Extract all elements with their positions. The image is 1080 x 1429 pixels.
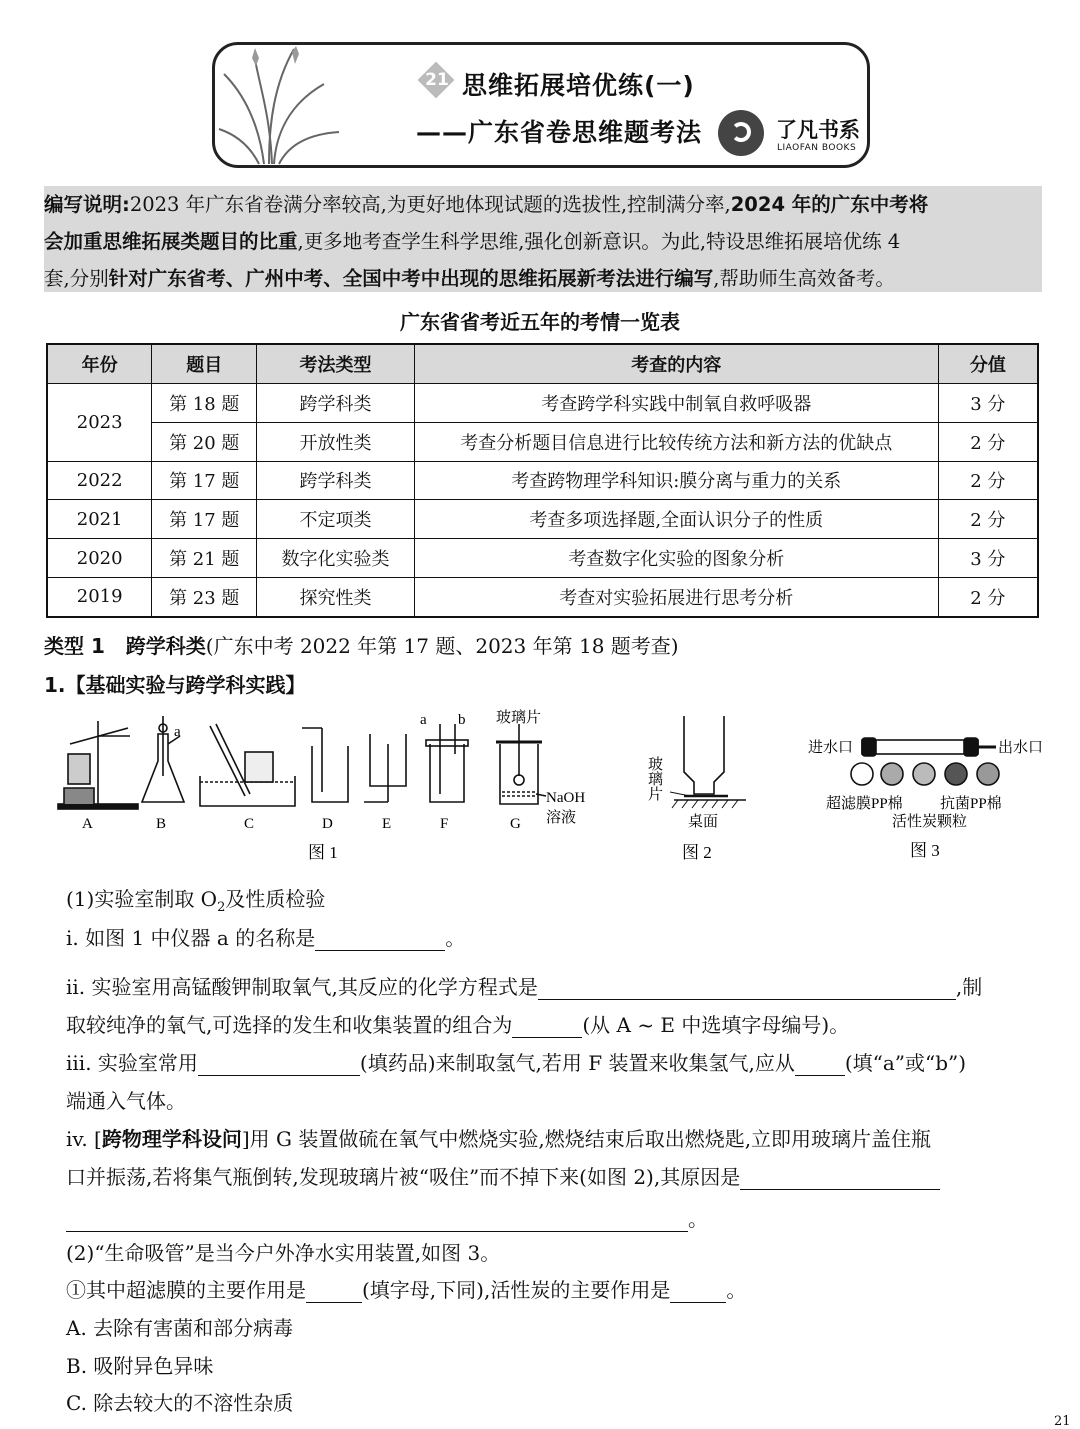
fig3-antibacterial-label: 抗菌PP棉 [940,796,1002,812]
cell-score: 2 分 [938,461,1038,500]
fig3-outlet-label: 出水口 [998,740,1044,756]
q1-iii-line1: iii. 实验室常用 (填药品)来制取氢气,若用 F 装置来收集氢气,应从 (填“a”或“b”) [66,1051,967,1075]
answer-blank[interactable] [198,1055,360,1076]
page-number: 21 [1054,1414,1071,1429]
cell-question: 第 17 题 [152,461,257,500]
q1-iv-line1: iv. [跨物理学科设问]用 G 装置做硫在氧气中燃烧实验,燃烧结束后取出燃烧匙,立即用玻璃片盖住瓶 [66,1127,932,1151]
q1-ii-line2: 取较纯净的氧气,可选择的发生和收集装置的组合为 (从 A ~ E 中选填字母编号)。 [66,1013,850,1037]
fig1-label-g: G [510,816,521,832]
answer-blank[interactable] [670,1282,726,1303]
option-a: A. 去除有害菌和部分病毒 [66,1316,294,1340]
cell-score: 2 分 [938,500,1038,539]
table-header: 考查的内容 [414,344,938,384]
q1-i: i. 如图 1 中仪器 a 的名称是 。 [66,926,466,950]
section-heading: 类型 1 跨学科类(广东中考 2022 年第 17 题、2023 年第 18 题考查) [44,634,679,658]
cell-type: 不定项类 [257,500,415,539]
answer-blank[interactable] [740,1169,940,1190]
cell-type: 数字化实验类 [257,539,415,578]
option-c: C. 除去较大的不溶性杂质 [66,1391,294,1415]
answer-blank[interactable] [306,1282,362,1303]
cell-question: 第 23 题 [152,577,257,616]
cell-year: 2023 [47,384,152,462]
q1-iv-line3: 。 [66,1203,708,1232]
page-subtitle: ——广东省卷思维题考法 [416,118,703,147]
brand-name: 了凡书系 [776,118,860,142]
cell-content: 考查多项选择题,全面认识分子的性质 [414,500,938,539]
fig1-glass-label: 玻璃片 [496,710,542,726]
cell-content: 考查跨物理学科知识:膜分离与重力的关系 [414,461,938,500]
fig3-uf-label: 超滤膜PP棉 [826,796,903,812]
table-header: 考法类型 [257,344,415,384]
cell-question: 第 18 题 [152,384,257,423]
q1-part2-heading: (2)“生命吸管”是当今户外净水实用装置,如图 3。 [66,1241,501,1265]
fig1-label-f: F [440,816,449,832]
brand-logo-icon [718,110,764,156]
cell-content: 考查跨学科实践中制氧自救呼吸器 [414,384,938,423]
intro-line-2: 会加重思维拓展类题目的比重,更多地考查学生科学思维,强化创新意识。为此,特设思维拓展培优练 4 [44,230,901,253]
option-b: B. 吸附异色异味 [66,1354,214,1378]
fig1-label-e: E [382,816,392,832]
answer-blank[interactable] [512,1017,582,1038]
fig1-port-b: b [458,712,466,728]
fig2-table-label: 桌面 [688,814,719,830]
fig3-inlet-label: 进水口 [808,740,854,756]
cell-type: 开放性类 [257,422,415,461]
fig1-naoh-label: NaOH [546,790,586,806]
table-title: 广东省省考近五年的考情一览表 [400,310,680,334]
table-row [47,384,1038,423]
table-header: 题目 [152,344,257,384]
intro-line-3: 套,分别针对广东省考、广州中考、全国中考中出现的思维拓展新考法进行编写,帮助师生高效备考。 [44,267,895,290]
fig2-glass-label: 玻璃片 [646,756,662,801]
cell-year: 2022 [47,461,152,500]
fig1-label-d: D [322,816,333,832]
fig1-solution-label: 溶液 [546,810,577,826]
cell-content: 考查对实验拓展进行思考分析 [414,577,938,616]
table-row [47,500,1038,539]
answer-blank[interactable] [795,1055,845,1076]
cell-type: 探究性类 [257,577,415,616]
cell-year: 2020 [47,539,152,578]
figure-3-life-straw [800,730,1050,866]
cell-score: 2 分 [938,422,1038,461]
fig1-label-a: A [82,816,93,832]
exam-overview-table [46,343,1039,618]
fig3-caption: 图 3 [910,841,940,860]
table-row [47,461,1038,500]
intro-line-1: 编写说明:2023 年广东省卷满分率较高,为更好地体现试题的选拔性,控制满分率,2024 年的广东中考将 [44,193,929,216]
cell-type: 跨学科类 [257,461,415,500]
q1-part1-heading: (1)实验室制取 $O_2$及性质检验 [66,887,326,915]
table-header: 年份 [47,344,152,384]
badge-number: 21 [425,70,449,90]
q1-iii-line2: 端通入气体。 [66,1089,186,1113]
answer-blank[interactable] [538,979,956,1000]
fig2-caption: 图 2 [682,843,712,862]
answer-blank[interactable] [315,930,445,951]
grass-illustration [214,44,344,166]
answer-blank[interactable] [66,1211,688,1232]
fig1-label-b: B [156,816,167,832]
fig1-label-c: C [244,816,255,832]
lesson-number-badge [420,66,460,100]
table-header: 分值 [938,344,1038,384]
table-row [47,539,1038,578]
table-header-row [47,344,1038,384]
cell-score: 3 分 [938,384,1038,423]
table-row [47,577,1038,616]
cell-year: 2021 [47,500,152,539]
cell-type: 跨学科类 [257,384,415,423]
question-title: 1.【基础实验与跨学科实践】 [44,673,306,697]
page-title: 思维拓展培优练(一) [462,71,695,100]
cell-content: 考查数字化实验的图象分析 [414,539,938,578]
cell-question: 第 21 题 [152,539,257,578]
figure-1-apparatus [50,706,630,866]
fig1-port-a: a [420,712,427,728]
q1-iv-line2: 口并振荡,若将集气瓶倒转,发现玻璃片被“吸住”而不掉下来(如图 2),其原因是 [66,1161,940,1190]
cell-score: 3 分 [938,539,1038,578]
fig3-carbon-label: 活性炭颗粒 [892,814,968,830]
q1-ii-line1: ii. 实验室用高锰酸钾制取氧气,其反应的化学方程式是 ,制 [66,975,983,999]
cell-question: 第 20 题 [152,422,257,461]
brand-name-en: LIAOFAN BOOKS [777,143,857,153]
cell-year: 2019 [47,577,152,616]
cell-score: 2 分 [938,577,1038,616]
fig1-instrument-a: a [174,724,181,740]
cell-question: 第 17 题 [152,500,257,539]
fig1-caption: 图 1 [308,843,338,862]
figure-2-inverted-bottle [646,712,760,866]
q1-part2-question: ①其中超滤膜的主要作用是 (填字母,下同),活性炭的主要作用是 。 [66,1278,747,1302]
table-row [47,422,1038,461]
cell-content: 考查分析题目信息进行比较传统方法和新方法的优缺点 [414,422,938,461]
